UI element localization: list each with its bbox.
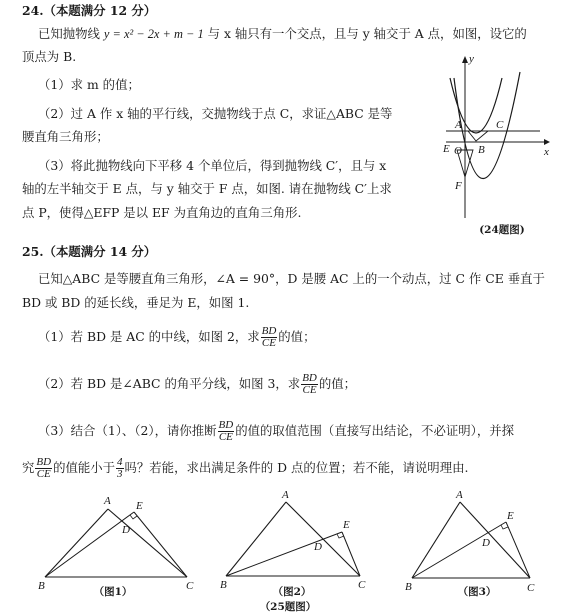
side-AB: [412, 502, 460, 578]
label-B: B: [220, 579, 227, 591]
label-A: A: [455, 119, 462, 131]
label-A: A: [104, 495, 111, 507]
q24-part-2-line-2: 腰直角三角形；: [22, 129, 109, 144]
q24-intro-1b: 与 x 轴只有一个交点，且与 y 轴交于 A 点，如图，设它的: [203, 26, 527, 41]
fig3-caption: （图3）: [457, 586, 497, 598]
label-O: O: [454, 145, 462, 157]
label-B: B: [38, 580, 45, 592]
q25-part-2-b: 的值；: [318, 376, 357, 391]
side-AB: [45, 509, 108, 577]
q25-figures-caption: （25题图）: [259, 601, 317, 613]
q24-heading: 24.（本题满分 12 分）: [22, 3, 157, 18]
q25-figure-2: [218, 488, 378, 592]
label-C: C: [527, 582, 535, 594]
q25-part-4-a: 究: [22, 460, 35, 475]
q25-heading: 25.（本题满分 14 分）: [22, 244, 157, 259]
label-E: E: [443, 143, 450, 155]
label-y: y: [469, 53, 474, 65]
label-D: D: [122, 524, 130, 536]
label-B: B: [478, 144, 485, 156]
right-angle-mark: [501, 525, 508, 529]
q25-part-4-b: 的值能小于: [53, 460, 116, 475]
q25-figure-3: [402, 488, 552, 598]
q24-part-3-line-1: （3）将此抛物线向下平移 4 个单位后，得到抛物线 C′，且与 x: [38, 158, 387, 173]
q25-part-3-b: 的值的取值范围（直接写出结论，不必证明），并探: [235, 423, 514, 438]
fraction-denominator: CE: [218, 431, 233, 443]
q24-parabola-figure: [440, 52, 560, 222]
label-D: D: [482, 537, 490, 549]
q25-part-3-a: （3）结合（1）、（2），请你推断: [38, 423, 217, 438]
q25-part-4: [22, 457, 468, 480]
fraction-denominator: CE: [36, 468, 51, 480]
four-thirds-fraction: [116, 457, 124, 480]
fraction-denominator: 3: [117, 468, 123, 480]
right-angle-mark: [130, 515, 137, 519]
fraction-numerator: BD: [302, 372, 317, 384]
y-axis-arrow-icon: [462, 56, 468, 63]
q25-intro-line-2: BD 或 BD 的延长线，垂足为 E，如图 1.: [22, 295, 250, 310]
fraction-denominator: CE: [302, 384, 317, 396]
fraction-numerator: BD: [36, 456, 52, 468]
q24-equation: y = x² − 2x + m − 1: [103, 27, 204, 41]
q24-part-2-line-1: （2）过 A 作 x 轴的平行线，交抛物线于点 C，求证△ABC 是等: [38, 106, 393, 121]
q25-figure-1: [30, 492, 210, 592]
label-E: E: [507, 510, 514, 522]
q25-part-2-a: （2）若 BD 是∠ABC 的角平分线，如图 3，求: [38, 376, 301, 391]
label-C: C: [186, 580, 194, 592]
label-A: A: [456, 489, 463, 501]
q25-part-1-b: 的值；: [278, 329, 316, 344]
label-F: F: [455, 180, 462, 192]
fraction-numerator: 4: [117, 456, 123, 468]
label-D: D: [314, 541, 322, 553]
ratio-fraction-4: [35, 457, 52, 480]
fraction-denominator: CE: [261, 337, 276, 349]
q24-part-3-line-2: 轴的左半轴交于 E 点，与 y 轴交于 F 点，如图. 请在抛物线 C′上求: [22, 181, 392, 196]
label-x: x: [544, 146, 549, 158]
q25-part-1: [38, 326, 315, 349]
x-axis-arrow-icon: [544, 139, 550, 145]
q24-part-3-line-3: 点 P，使得△EFP 是以 EF 为直角边的直角三角形.: [22, 205, 302, 220]
q25-part-3: [38, 420, 514, 443]
q24-figure-caption: (24题图): [479, 224, 525, 236]
q25-part-4-c: 吗？若能，求出满足条件的 D 点的位置；若不能，请说明理由.: [124, 460, 469, 475]
q25-part-1-a: （1）若 BD 是 AC 的中线，如图 2，求: [38, 329, 260, 344]
segment-BE: [45, 512, 134, 577]
fig1-caption: （图1）: [93, 586, 133, 598]
ratio-fraction-1: [261, 326, 278, 349]
q25-intro-line-1: 已知△ABC 是等腰直角三角形，∠A = 90°，D 是腰 AC 上的一个动点，过 C 作 CE 垂直于: [38, 271, 545, 286]
segment-CE: [342, 532, 360, 576]
fraction-numerator: BD: [218, 419, 234, 431]
label-B: B: [405, 581, 412, 593]
segment-CE: [506, 522, 530, 578]
q24-intro-line-1: [38, 26, 527, 42]
q24-part-1: （1）求 m 的值；: [38, 77, 140, 92]
parabola-shifted: [454, 72, 520, 179]
label-A: A: [282, 489, 289, 501]
ratio-fraction-2: [301, 373, 318, 396]
label-C: C: [358, 579, 366, 591]
q24-intro-line-2: 顶点为 B.: [22, 49, 77, 64]
label-C: C: [496, 119, 504, 131]
q25-part-2: [38, 373, 356, 396]
fraction-numerator: BD: [261, 325, 277, 337]
side-AC: [460, 502, 530, 578]
segment-CE: [134, 512, 187, 577]
segment-BE: [412, 522, 506, 578]
ratio-fraction-3: [218, 420, 235, 443]
label-E: E: [136, 500, 143, 512]
q24-intro-1a: 已知抛物线: [38, 26, 104, 41]
label-E: E: [343, 519, 350, 531]
side-AC: [108, 509, 187, 577]
fig2-caption: （图2）: [272, 586, 312, 598]
